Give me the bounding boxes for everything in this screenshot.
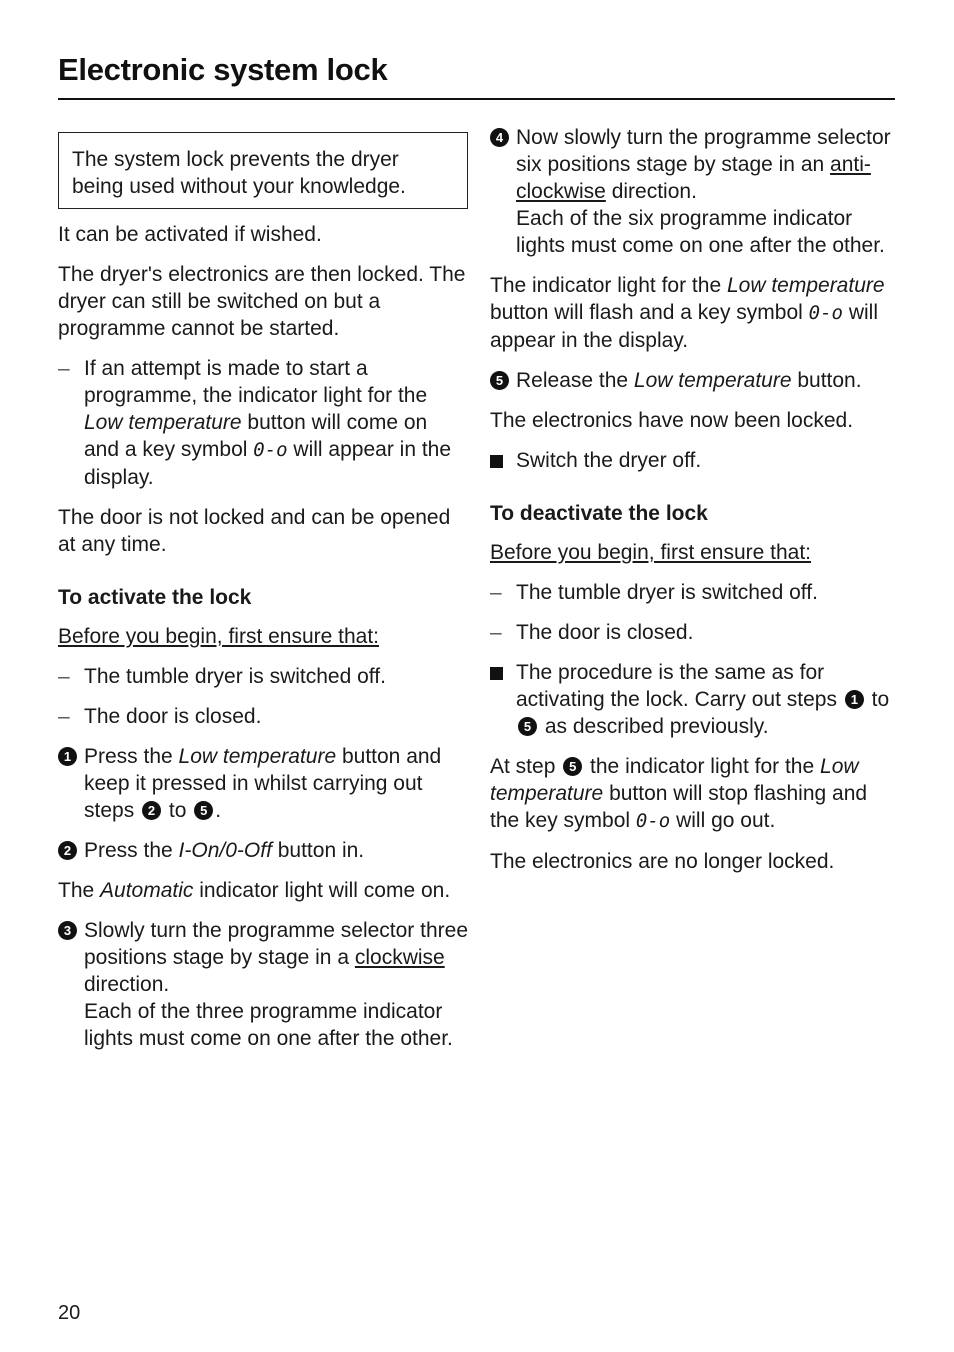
step-1: 1 Press the Low temperature button and keep it pressed in whilst carrying out steps 2 to 5 . — [58, 743, 468, 824]
paragraph: The door is not locked and can be opened at any time. — [58, 506, 451, 556]
dash-bullet: – — [58, 357, 70, 380]
dash-list-item: – The door is closed. — [58, 705, 262, 728]
step-number-badge: 4 — [490, 128, 509, 147]
paragraph: At step 5 the indicator light for the Low temperature button will stop flashing and the key symbol 0-o will go out. — [490, 755, 868, 832]
prerequisite-intro: Before you begin, first ensure that: — [490, 541, 812, 564]
step-3: 3 Slowly turn the programme selector three positions stage by stage in a clockwise direction. Each of the three programme indicator lights must come on one after the other. — [58, 917, 468, 1052]
step-5: 5 Release the Low temperature button. — [490, 367, 900, 394]
step-number-badge: 5 — [490, 371, 509, 390]
paragraph: The dryer's electronics are then locked. The dryer can still be switched on but a programme cannot be started. — [58, 263, 466, 340]
key-symbol-icon: 0-o — [253, 439, 288, 461]
left-column — [58, 122, 468, 1065]
page-number: 20 — [58, 1302, 81, 1324]
paragraph: The Automatic indicator light will come on. — [58, 879, 451, 902]
dash-bullet: – — [58, 665, 70, 688]
dash-list-item: – The tumble dryer is switched off. — [490, 581, 818, 604]
key-symbol-icon: 0-o — [808, 302, 843, 324]
paragraph: It can be activated if wished. — [58, 223, 322, 246]
title-divider — [58, 98, 895, 100]
square-bullet-icon — [490, 455, 503, 468]
step-number-badge: 5 — [518, 717, 537, 736]
dash-list-item: – The tumble dryer is switched off. — [58, 665, 386, 688]
step-number-badge: 5 — [563, 757, 582, 776]
paragraph: The electronics have now been locked. — [490, 409, 854, 432]
right-column — [490, 124, 900, 888]
step-number-badge: 5 — [194, 801, 213, 820]
paragraph: The indicator light for the Low temperature button will flash and a key symbol 0-o will appear in the display. — [490, 274, 885, 352]
dash-bullet: – — [490, 581, 502, 604]
action-item: The procedure is the same as for activating the lock. Carry out steps 1 to 5 as described previously. — [490, 659, 900, 740]
action-item: Switch the dryer off. — [490, 447, 900, 474]
dash-bullet: – — [58, 705, 70, 728]
square-bullet-icon — [490, 667, 503, 680]
section-heading: To deactivate the lock — [490, 502, 708, 525]
page-title: Electronic system lock — [58, 52, 388, 87]
key-symbol-icon: 0-o — [635, 810, 671, 832]
paragraph: The electronics are no longer locked. — [490, 850, 835, 873]
step-2: 2 Press the I-On/0-Off button in. — [58, 837, 468, 864]
dash-list-item: – The door is closed. — [490, 621, 694, 644]
step-number-badge: 1 — [58, 747, 77, 766]
step-number-badge: 3 — [58, 921, 77, 940]
step-number-badge: 1 — [845, 690, 864, 709]
prerequisite-intro: Before you begin, first ensure that: — [58, 625, 380, 648]
step-4: 4 Now slowly turn the programme selector six positions stage by stage in an anti-clockwise direction. Each of the six programme indicator lights must come on one after the other. — [490, 124, 900, 259]
dash-bullet: – — [490, 621, 502, 644]
notice-text: The system lock prevents the dryer being used without your knowledge. — [72, 148, 406, 198]
step-number-badge: 2 — [58, 841, 77, 860]
step-number-badge: 2 — [142, 801, 161, 820]
dash-list-item: – If an attempt is made to start a programme, the indicator light for the Low temperature button will come on and a key symbol 0-o will appear in the display. — [58, 357, 452, 489]
notice-box — [58, 132, 468, 209]
section-heading: To activate the lock — [58, 586, 252, 609]
